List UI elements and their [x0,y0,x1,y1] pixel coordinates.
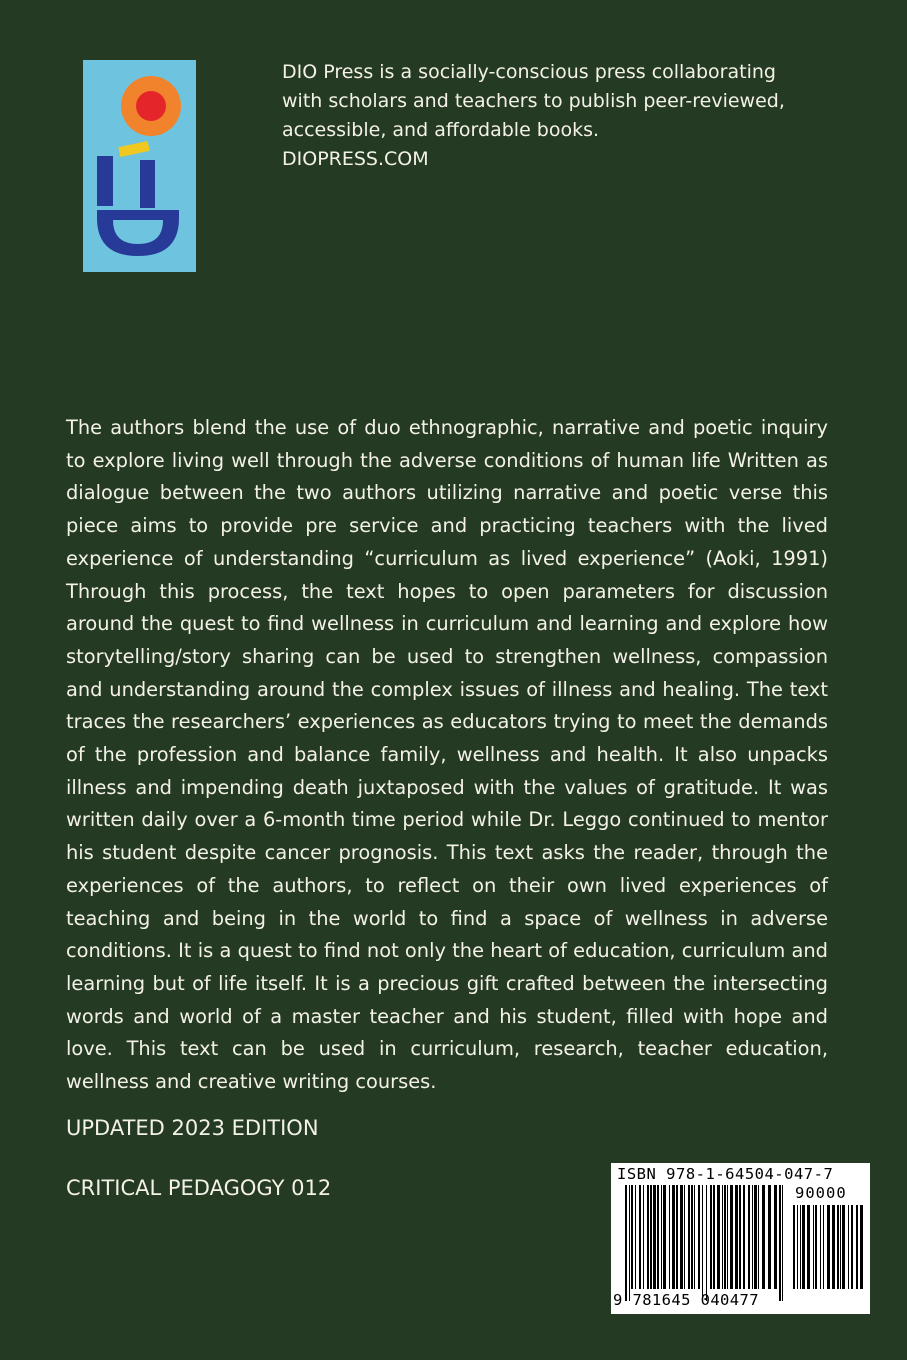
barcode-bar [754,1185,757,1289]
barcode-bar [748,1185,750,1289]
barcode-bar [698,1185,700,1289]
barcode-bar [793,1205,795,1289]
publisher-blurb [282,58,842,174]
barcode-bar [782,1185,783,1301]
barcode-bar [722,1185,723,1289]
barcode-bar [739,1185,741,1289]
barcode-bar [735,1185,738,1289]
blurb-line: DIO Press is a socially-conscious press collaborating [282,61,776,83]
barcode-bar [779,1185,781,1301]
barcode-bar [694,1185,695,1289]
dio-press-logo [83,60,196,272]
barcode-bar [643,1185,644,1289]
ean-digits: 9 781645 040477 [613,1291,759,1309]
barcode-bar [758,1185,759,1289]
barcode-bar [653,1185,656,1289]
barcode-bar [691,1185,693,1289]
barcode-bar [625,1185,627,1301]
barcode-bar [743,1185,745,1289]
barcode-bar [840,1205,841,1289]
blurb-line: with scholars and teachers to publish peer-reviewed, [282,90,785,112]
barcode-bar [774,1185,777,1289]
barcode-bar [802,1205,805,1289]
barcode-bar [730,1185,733,1289]
blurb-line: accessible, and affordable books. [282,119,600,141]
barcode-bar [820,1205,821,1289]
barcode-bar [752,1185,753,1289]
barcode-bar [663,1185,666,1289]
barcode-bar [823,1205,824,1289]
barcode-bar [684,1185,685,1289]
barcode-bar [635,1185,636,1289]
barcode-bar [851,1205,853,1289]
barcode-bar [837,1205,839,1289]
dio-logo-icon [83,60,196,272]
book-description: The authors blend the use of duo ethnographic, narrative and poetic inquiry to explore living well through the adverse conditions of human life Written as dialogue between the two authors utilizing narrative and poetic verse this piece aims to provide pre service and practicing teachers with the lived experience of understanding “curriculum as lived experience” (Aoki, 1991) Through this process, the text hopes to open parameters for discussion around the quest to find wellness in curriculum and learning and explore how storytelling/story sharing can be used to strengthen wellness, compassion and understanding around the complex issues of illness and healing. The text traces the researchers’ experiences as educators trying to meet the demands of the profession and balance family, wellness and health. It also unpacks illness and impending death juxtaposed with the values of gratitude. It was written daily over a 6-month time period while Dr. Leggo continued to mentor his student despite cancer prognosis. This text asks the reader, through the experiences of the authors, to reflect on their own lived experiences of teaching and being in the world to find a space of wellness in adverse conditions. It is a quest to find not only the heart of education, curriculum and learning but of life itself. It is a precious gift crafted between the intersecting words and world of a master teacher and his student, filled with hope and love. This text can be used in curriculum, research, teacher education, wellness and creative writing courses. [66,416,828,1094]
barcode-bar [669,1185,670,1289]
barcode-bar [856,1205,858,1289]
barcode-bar [676,1185,678,1289]
edition-label: UPDATED 2023 EDITION [66,1116,319,1140]
barcode-bar [639,1185,641,1289]
barcode-bar [797,1205,798,1289]
barcode-bar [650,1185,652,1289]
barcode-bar [631,1185,633,1289]
barcode-bar [848,1205,849,1289]
barcode-bar [680,1185,683,1289]
barcode-bar [842,1205,845,1289]
barcode-bar [832,1205,835,1289]
barcode-bar [629,1185,630,1301]
isbn-barcode [611,1163,870,1314]
barcode-bar [815,1205,817,1289]
series-label: CRITICAL PEDAGOGY 012 [66,1176,332,1200]
publisher-website: DIOPRESS.COM [282,148,429,170]
barcode-bar [717,1185,720,1289]
barcode-bar [768,1185,771,1289]
barcode-bar [807,1205,810,1289]
barcode-bar [647,1185,649,1289]
addon-barcode-bars [793,1205,865,1301]
ean-barcode-bars [625,1185,785,1301]
barcode-bar [800,1205,801,1289]
barcode-bar [727,1185,728,1289]
barcode-bar [661,1185,662,1289]
barcode-bar [657,1185,659,1289]
barcode-bar [706,1185,707,1301]
barcode-bar [672,1185,675,1289]
barcode-bar [827,1205,830,1289]
barcode-bar [813,1205,814,1289]
addon-code: 90000 [795,1184,847,1202]
barcode-bar [688,1185,690,1289]
barcode-bar [713,1185,715,1289]
barcode-bar [762,1185,765,1289]
isbn-label: ISBN 978-1-64504-047-7 [617,1165,834,1183]
barcode-bar [724,1185,726,1289]
barcode-bar [860,1205,863,1289]
barcode-bar [702,1185,703,1301]
barcode-bar [710,1185,712,1289]
